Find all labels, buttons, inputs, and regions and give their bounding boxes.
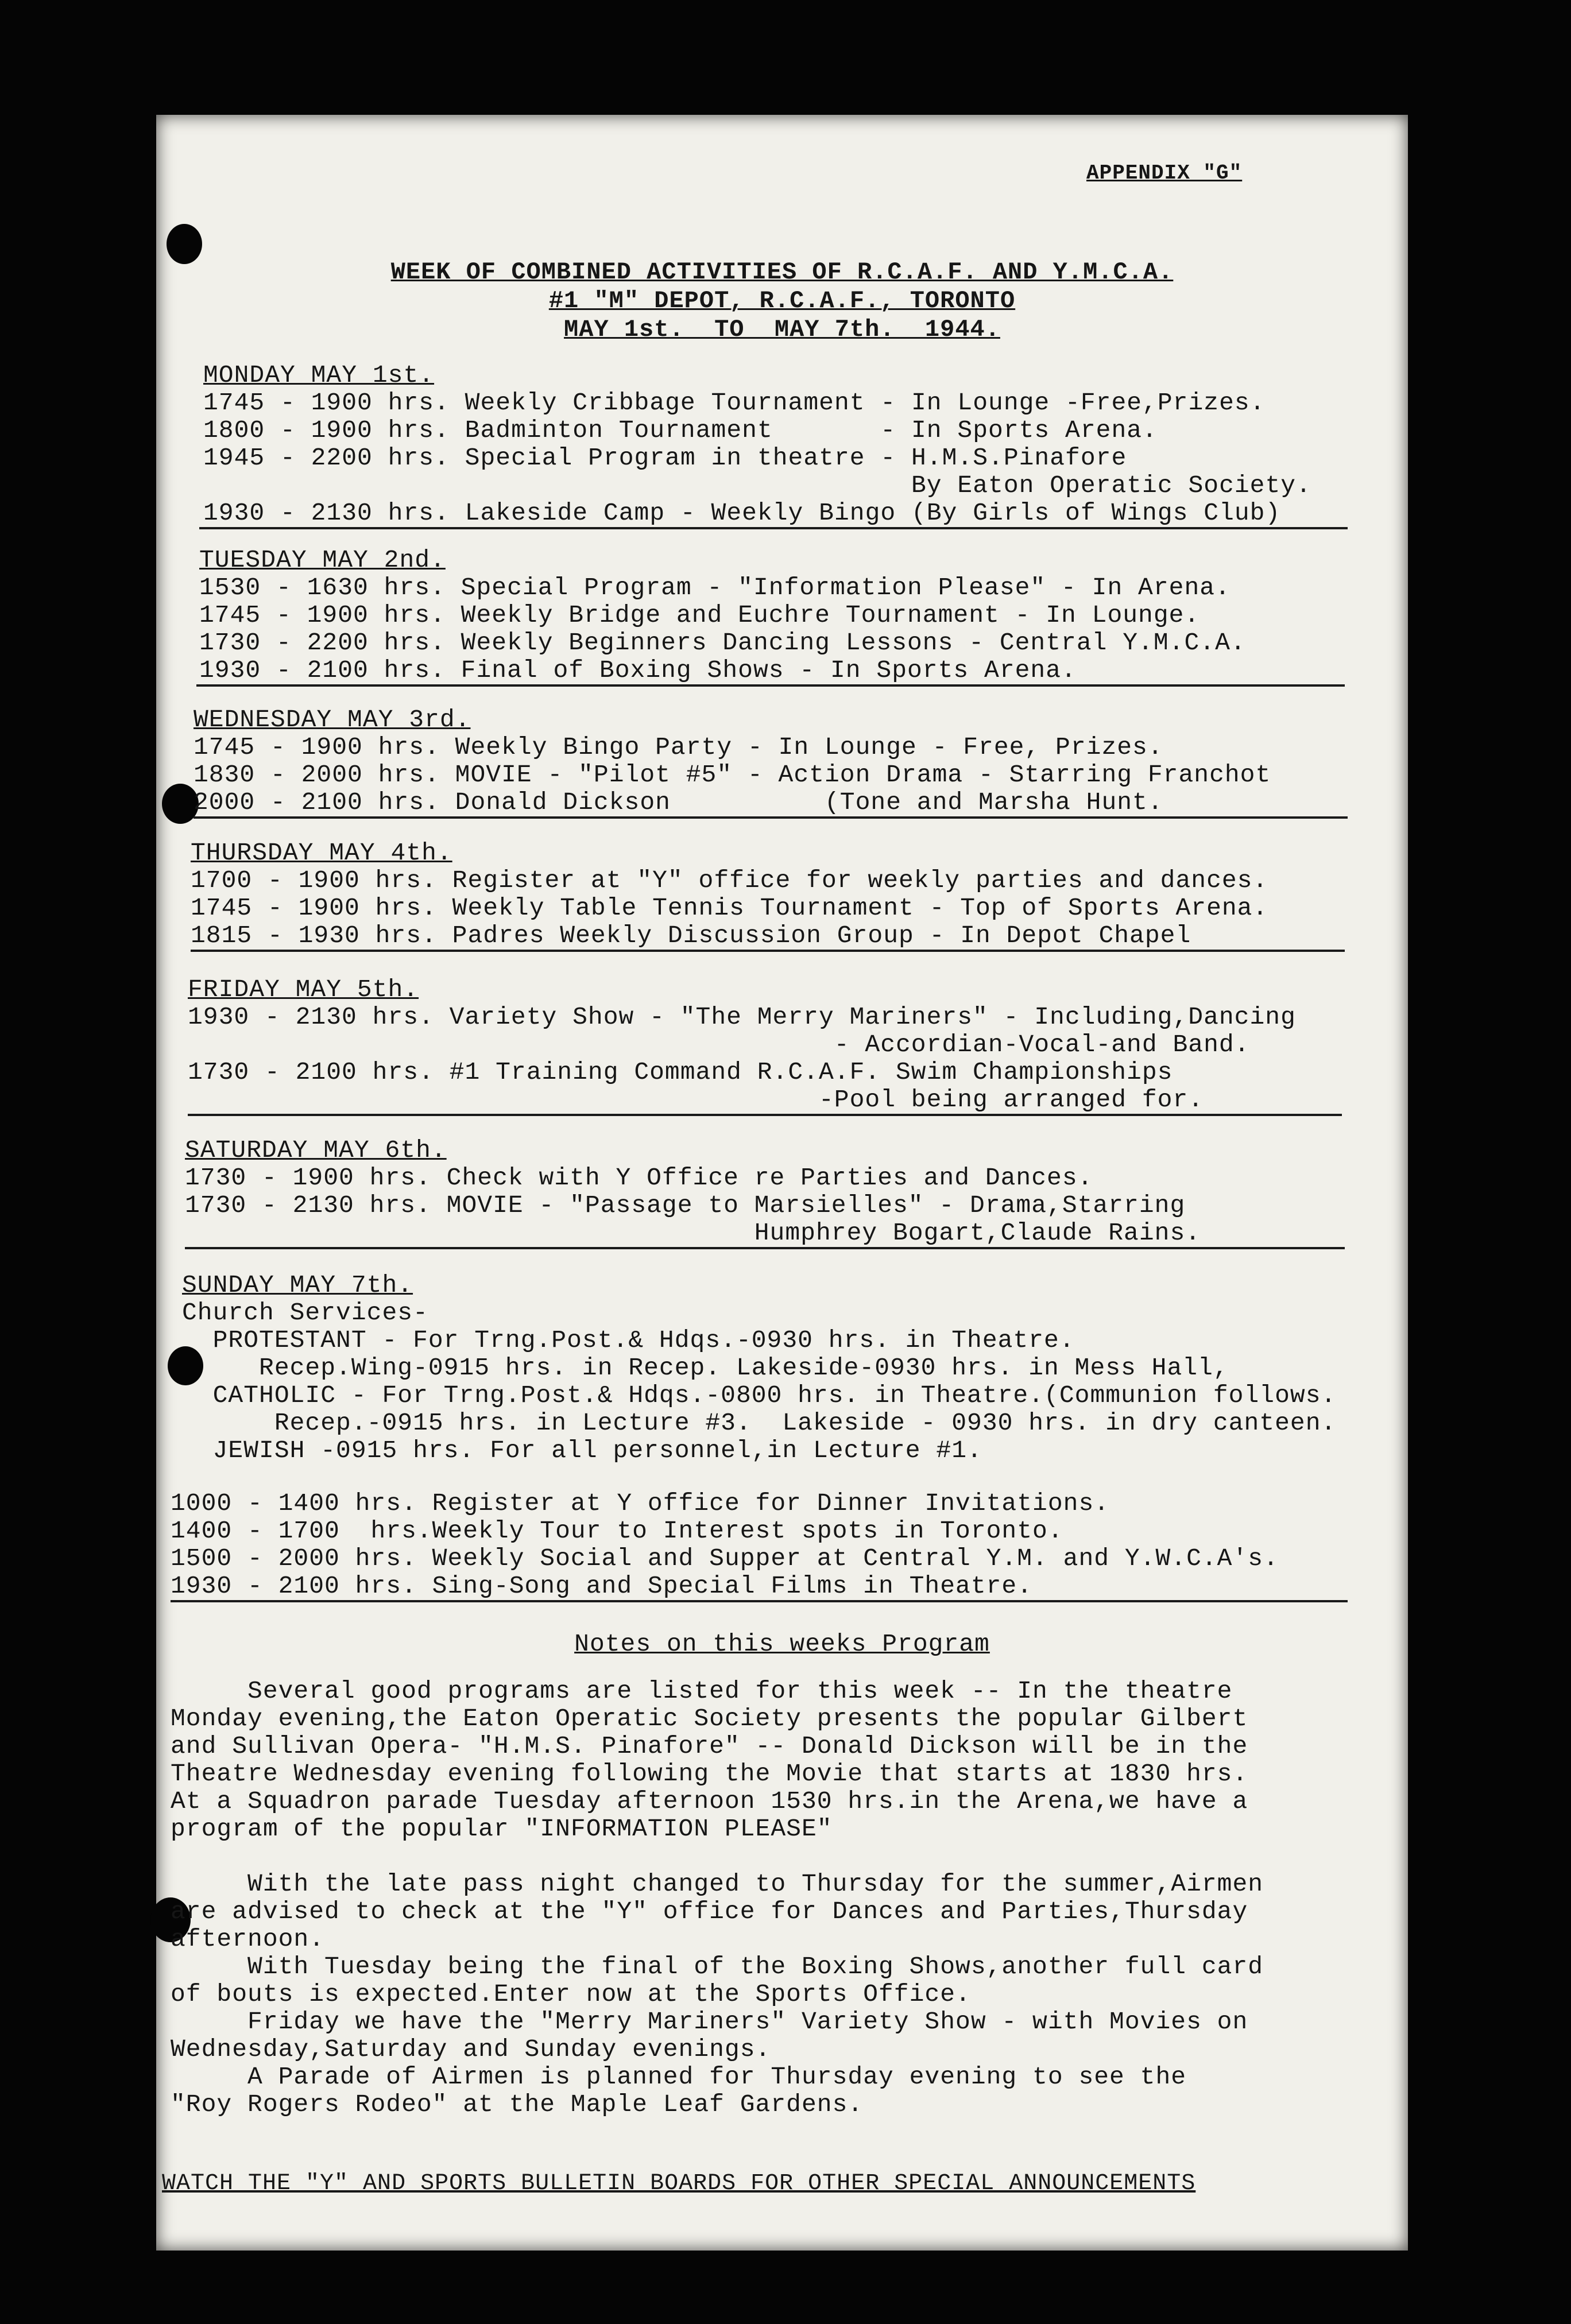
notes-line: and Sullivan Opera- "H.M.S. Pinafore" -- Donald Dickson will be in the	[171, 1732, 1248, 1760]
day-heading-monday: MONDAY MAY 1st.	[203, 361, 435, 389]
schedule-row: 1830 - 2000 hrs. MOVIE - "Pilot #5" - Action Drama - Starring Franchot	[194, 761, 1271, 789]
schedule-row: 1730 - 2100 hrs. #1 Training Command R.C.A.F. Swim Championships	[188, 1058, 1173, 1086]
notes-line: With the late pass night changed to Thursday for the summer,Airmen	[171, 1870, 1264, 1898]
schedule-row: Church Services-	[182, 1299, 428, 1327]
schedule-row: 1500 - 2000 hrs. Weekly Social and Supper at Central Y.M. and Y.W.C.A's.	[171, 1544, 1279, 1572]
section-divider	[191, 950, 1345, 952]
notes-line: A Parade of Airmen is planned for Thursday evening to see the	[171, 2063, 1187, 2091]
document-page	[156, 115, 1408, 2251]
schedule-row: 1745 - 1900 hrs. Weekly Bridge and Euchre Tournament - In Lounge.	[199, 601, 1200, 629]
section-divider	[188, 1114, 1342, 1116]
title-line-1: WEEK OF COMBINED ACTIVITIES OF R.C.A.F. AND Y.M.C.A.	[390, 258, 1174, 286]
notes-line: program of the popular "INFORMATION PLEASE"	[171, 1815, 833, 1843]
notes-line: With Tuesday being the final of the Boxing Shows,another full card	[171, 1953, 1264, 1981]
notes-line: Monday evening,the Eaton Operatic Society presents the popular Gilbert	[171, 1705, 1248, 1733]
schedule-row: 1945 - 2200 hrs. Special Program in theatre - H.M.S.Pinafore	[203, 444, 1127, 472]
schedule-row: Recep.-0915 hrs. in Lecture #3. Lakeside - 0930 hrs. in dry canteen.	[182, 1409, 1337, 1437]
schedule-row: 1745 - 1900 hrs. Weekly Table Tennis Tournament - Top of Sports Arena.	[191, 894, 1268, 922]
notes-line: "Roy Rogers Rodeo" at the Maple Leaf Gardens.	[171, 2090, 864, 2118]
schedule-row: 1400 - 1700 hrs.Weekly Tour to Interest spots in Toronto.	[171, 1517, 1063, 1545]
schedule-row: Humphrey Bogart,Claude Rains.	[185, 1219, 1201, 1247]
day-heading-thursday: THURSDAY MAY 4th.	[191, 839, 452, 867]
section-divider	[194, 816, 1348, 819]
title-line-3: MAY 1st. TO MAY 7th. 1944.	[564, 316, 1000, 343]
schedule-row: 1930 - 2100 hrs. Final of Boxing Shows - In Sports Arena.	[199, 656, 1077, 684]
schedule-row: CATHOLIC - For Trng.Post.& Hdqs.-0800 hrs. in Theatre.(Communion follows.	[182, 1381, 1337, 1409]
day-heading-saturday: SATURDAY MAY 6th.	[185, 1136, 447, 1164]
notes-line: Theatre Wednesday evening following the Movie that starts at 1830 hrs.	[171, 1760, 1248, 1788]
schedule-row: Recep.Wing-0915 hrs. in Recep. Lakeside-0930 hrs. in Mess Hall,	[182, 1354, 1229, 1382]
footer-announcement: WATCH THE "Y" AND SPORTS BULLETIN BOARDS FOR OTHER SPECIAL ANNOUNCEMENTS	[162, 2171, 1196, 2197]
schedule-row: -Pool being arranged for.	[188, 1086, 1204, 1114]
schedule-row: 1730 - 1900 hrs. Check with Y Office re Parties and Dances.	[185, 1164, 1093, 1192]
notes-line: are advised to check at the "Y" office for Dances and Parties,Thursday	[171, 1897, 1248, 1926]
schedule-row: 2000 - 2100 hrs. Donald Dickson (Tone and Marsha Hunt.	[194, 788, 1163, 816]
notes-line: Wednesday,Saturday and Sunday evenings.	[171, 2035, 771, 2063]
schedule-row: 1745 - 1900 hrs. Weekly Bingo Party - In Lounge - Free, Prizes.	[194, 733, 1163, 761]
section-divider	[199, 527, 1348, 529]
schedule-row: 1730 - 2200 hrs. Weekly Beginners Dancing Lessons - Central Y.M.C.A.	[199, 629, 1246, 657]
notes-line: afternoon.	[171, 1925, 325, 1953]
day-heading-sunday: SUNDAY MAY 7th.	[182, 1271, 413, 1299]
section-divider	[171, 1600, 1348, 1602]
schedule-row: 1930 - 2130 hrs. Variety Show - "The Merry Mariners" - Including,Dancing	[188, 1003, 1296, 1031]
section-divider	[185, 1247, 1345, 1249]
schedule-row: 1745 - 1900 hrs. Weekly Cribbage Tournament - In Lounge -Free,Prizes.	[203, 389, 1266, 417]
schedule-row: 1530 - 1630 hrs. Special Program - "Information Please" - In Arena.	[199, 574, 1231, 602]
day-heading-friday: FRIDAY MAY 5th.	[188, 975, 419, 1004]
notes-line: of bouts is expected.Enter now at the Sports Office.	[171, 1980, 971, 2008]
notes-line: Several good programs are listed for this week -- In the theatre	[171, 1677, 1233, 1705]
title-line-2: #1 "M" DEPOT, R.C.A.F., TORONTO	[548, 287, 1016, 315]
schedule-row: PROTESTANT - For Trng.Post.& Hdqs.-0930 hrs. in Theatre.	[182, 1326, 1075, 1354]
schedule-row: 1930 - 2130 hrs. Lakeside Camp - Weekly Bingo (By Girls of Wings Club)	[203, 499, 1281, 527]
day-heading-tuesday: TUESDAY MAY 2nd.	[199, 546, 446, 574]
schedule-row: 1730 - 2130 hrs. MOVIE - "Passage to Marsielles" - Drama,Starring	[185, 1191, 1186, 1219]
schedule-row: 1930 - 2100 hrs. Sing-Song and Special Films in Theatre.	[171, 1572, 1033, 1600]
notes-line: Friday we have the "Merry Mariners" Variety Show - with Movies on	[171, 2008, 1248, 2036]
schedule-row: By Eaton Operatic Society.	[203, 471, 1311, 499]
schedule-row: - Accordian-Vocal-and Band.	[188, 1031, 1250, 1059]
schedule-row: 1000 - 1400 hrs. Register at Y office for Dinner Invitations.	[171, 1489, 1110, 1517]
schedule-row: 1700 - 1900 hrs. Register at "Y" office for weekly parties and dances.	[191, 866, 1268, 894]
schedule-row: JEWISH -0915 hrs. For all personnel,in Lecture #1.	[182, 1436, 982, 1465]
schedule-row: 1815 - 1930 hrs. Padres Weekly Discussion Group - In Depot Chapel	[191, 921, 1191, 950]
day-heading-wednesday: WEDNESDAY MAY 3rd.	[194, 706, 471, 734]
schedule-row: 1800 - 1900 hrs. Badminton Tournament - In Sports Arena.	[203, 416, 1158, 444]
notes-line: At a Squadron parade Tuesday afternoon 1530 hrs.in the Arena,we have a	[171, 1787, 1248, 1815]
section-divider	[196, 684, 1345, 687]
appendix-label: APPENDIX "G"	[1086, 161, 1243, 185]
notes-heading: Notes on this weeks Program	[574, 1630, 990, 1658]
